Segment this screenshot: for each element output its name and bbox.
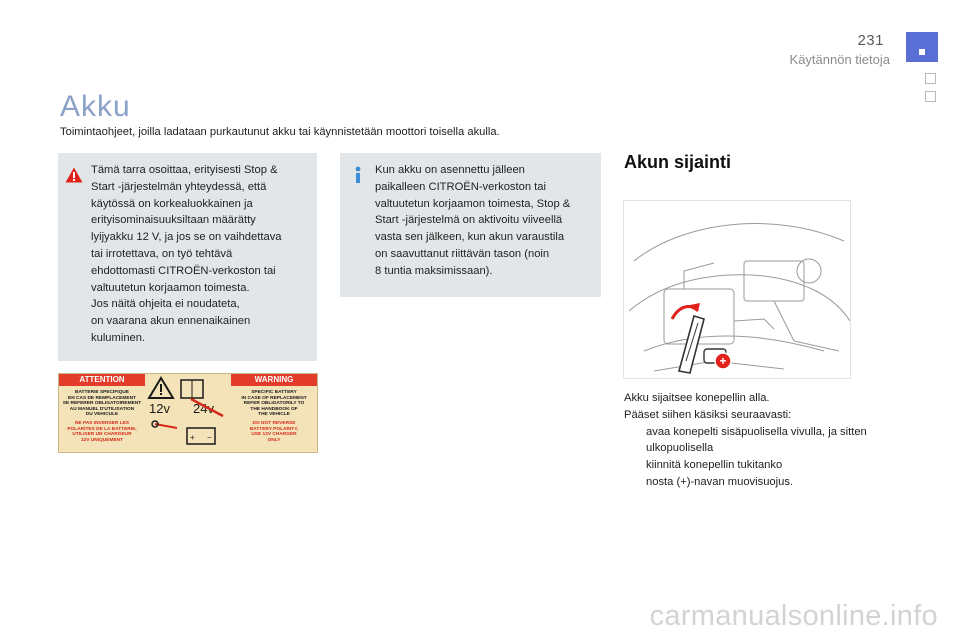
info-box (340, 153, 601, 297)
intro-text: Toimintaohjeet, joilla ladataan purkautunut akku tai käynnistetään moottori toisella akulla. (60, 126, 500, 138)
location-description (624, 390, 874, 491)
label-pictograms (147, 376, 231, 452)
section-heading: Akun sijainti (624, 152, 732, 172)
label-right-bottom: DO NOT REVERSE BATTERY POLARITY, USE 12V CHARGER ONLY (249, 420, 299, 443)
list-item: nosta (+)-navan muovisuojus. (646, 475, 794, 488)
section-name: Käytännön tietoja (789, 52, 890, 67)
section-tab-active (906, 32, 938, 62)
page-number: 231 (857, 32, 884, 49)
plus-terminal-symbol: + (719, 354, 727, 368)
location-line-2: Pääset siihen käsiksi seuraavasti: (624, 408, 792, 421)
label-attention: ATTENTION (59, 374, 145, 386)
engine-bay-drawing (624, 201, 851, 379)
info-text: Kun akku on asennettu jälleen paikalleen CITROËN-verkoston tai valtuutetun korjaamon toimesta, Stop & Start -järjestelmä on aktivoitu viiveellä vasta sen jälkeen, kun akun varaustila on saavuttanut riittävän tason (noin 8 tuntia maksimissaan). (375, 164, 571, 277)
label-right-top: SPECIFIC BATTERY IN CASE OF REPLACEMENT REFER OBLIGATORILY TO THE HANDBOOK OF THE VEHICLE (241, 390, 307, 418)
label-left-bottom: NE PAS INVERSER LES POLARITES DE LA BATTERIE, UTILISER UN CHARGEUR 12V UNIQUEMENT (67, 420, 137, 443)
battery-warning-label-image (58, 373, 318, 453)
label-24v: 24v (193, 401, 214, 416)
watermark: carmanualsonline.info (649, 600, 938, 632)
steps-list (624, 424, 874, 491)
info-icon (351, 166, 365, 184)
warning-box (58, 153, 317, 361)
label-left-column (62, 390, 142, 443)
label-left-top: BATTERIE SPECIFIQUE EN CAS DE REMPLACEMENT SE REFERER OBLIGATOIREMENT AU MANUEL D'UTILISATION DU VEHICULE (62, 390, 142, 418)
page-title: Akku (60, 90, 131, 123)
svg-text:−: − (207, 433, 212, 442)
section-tab (925, 91, 936, 102)
label-warning: WARNING (231, 374, 317, 386)
list-item: kiinnitä konepellin tukitanko (646, 459, 783, 472)
location-line-1: Akku sijaitsee konepellin alla. (624, 392, 770, 404)
label-12v: 12v (149, 401, 170, 416)
label-right-column (234, 390, 314, 443)
warning-triangle-icon (65, 167, 83, 183)
list-item: avaa konepelti sisäpuolisella vivulla, ja sitten ulkopuolisella (646, 425, 867, 455)
warning-text: Tämä tarra osoittaa, erityisesti Stop & Start -järjestelmän yhteydessä, että käytössä on korkealuokkainen ja erityisominaisuuksiltaan määrätty lyijyakku 12 V, ja jos se on vaihdettava tai irrotettava, on työ tehtävä ehdottomasti CITROËN-verkoston tai valtuutetun korjaamon toimesta. Jos näitä ohjeita ei noudateta, on vaarana akun ennenaikainen kuluminen. (91, 164, 282, 344)
battery-location-illustration (623, 200, 851, 379)
svg-text:+: + (190, 433, 195, 442)
section-tab (925, 73, 936, 84)
